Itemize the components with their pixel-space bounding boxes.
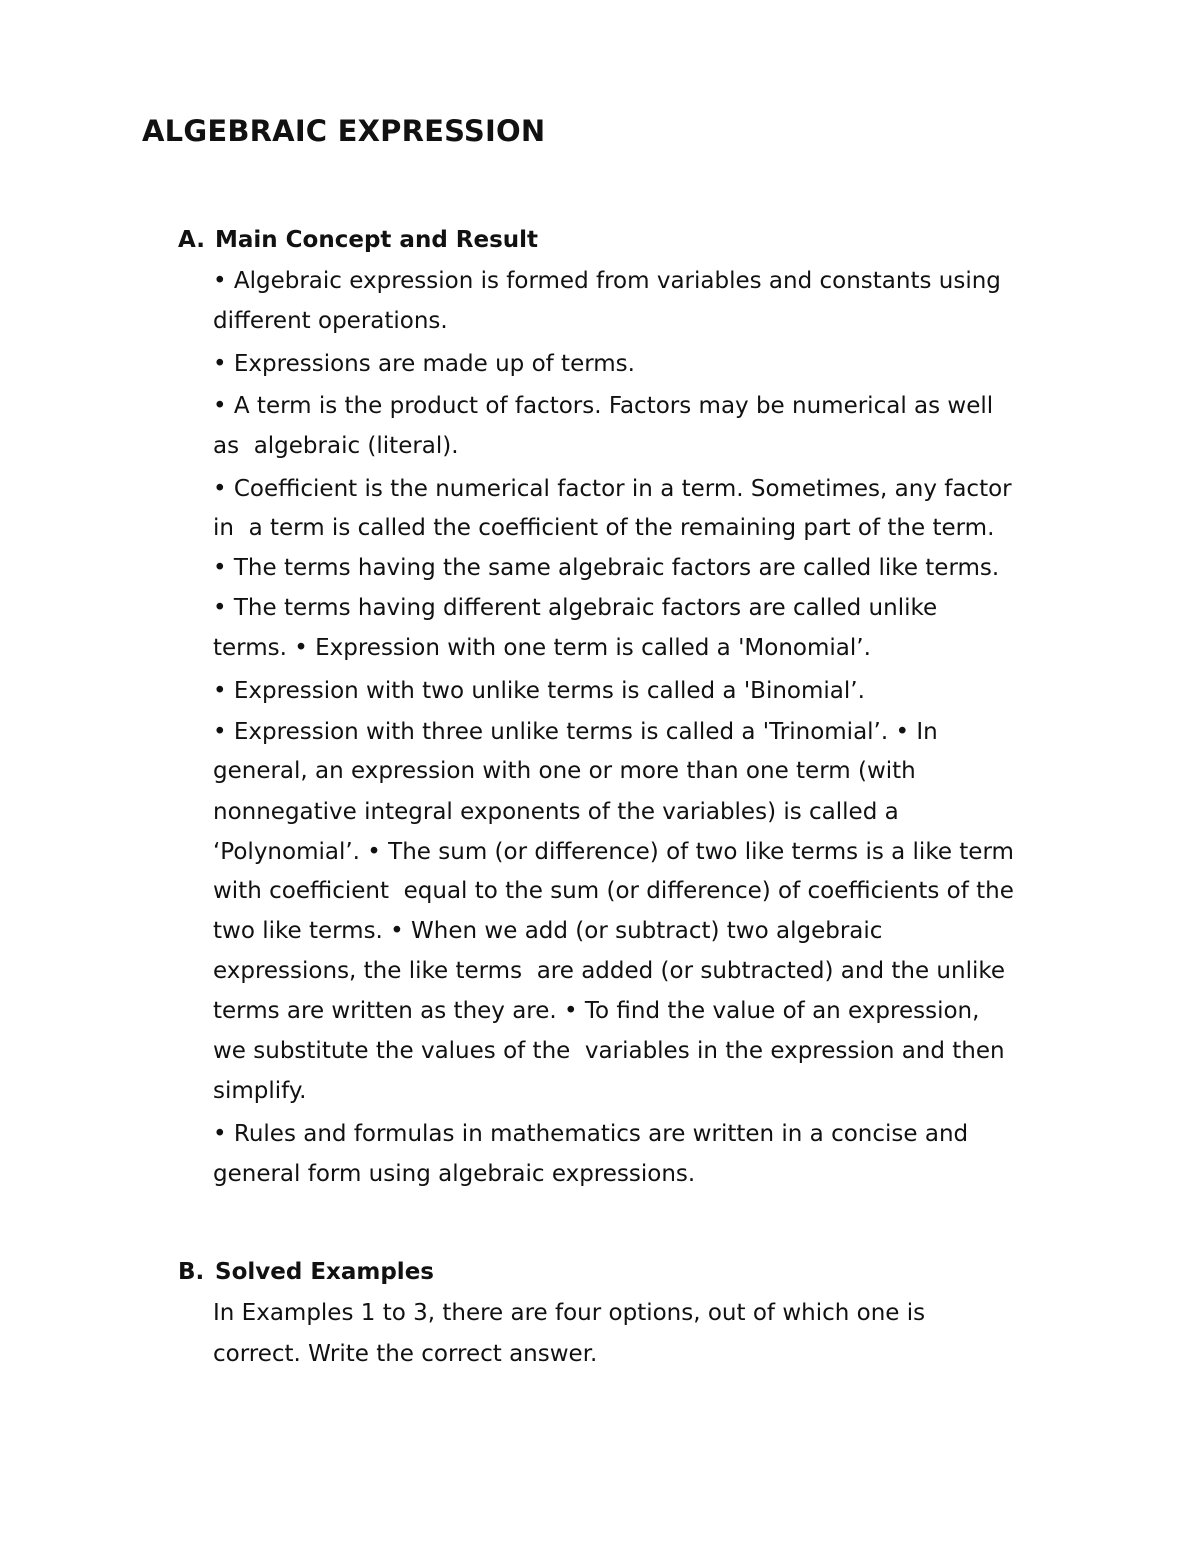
section-a-line: two like terms. • When we add (or subtract) two algebraic — [213, 918, 883, 944]
section-a-line: • The terms having the same algebraic factors are called like terms. — [213, 555, 1000, 581]
section-a-line: • Coefficient is the numerical factor in a term. Sometimes, any factor — [213, 476, 1012, 502]
section-a-line: • The terms having different algebraic factors are called unlike — [213, 595, 938, 621]
section-b-heading — [178, 1259, 434, 1285]
section-b-line: In Examples 1 to 3, there are four options, out of which one is — [213, 1300, 926, 1326]
section-a-line: in a term is called the coefficient of the remaining part of the term. — [213, 515, 995, 541]
section-a-line: with coefficient equal to the sum (or difference) of coefficients of the — [213, 878, 1014, 904]
section-a-line: expressions, the like terms are added (or subtracted) and the unlike — [213, 958, 1006, 984]
section-a-line: • Expressions are made up of terms. — [213, 351, 635, 377]
section-a-line: terms. • Expression with one term is called a 'Monomial’. — [213, 635, 871, 661]
section-b-title: Solved Examples — [215, 1259, 434, 1285]
section-a-line: simplify. — [213, 1078, 307, 1104]
document-title: ALGEBRAIC EXPRESSION — [142, 114, 546, 148]
section-b-line: correct. Write the correct answer. — [213, 1341, 598, 1367]
section-a-marker: A. — [178, 227, 205, 253]
section-a-line: nonnegative integral exponents of the variables) is called a — [213, 799, 899, 825]
section-a-line: as algebraic (literal). — [213, 433, 459, 459]
section-a-line: • Expression with two unlike terms is called a 'Binomial’. — [213, 678, 865, 704]
section-a-line: • Algebraic expression is formed from variables and constants using — [213, 268, 1001, 294]
section-a-line: we substitute the values of the variables in the expression and then — [213, 1038, 1005, 1064]
section-a-title: Main Concept and Result — [215, 227, 539, 253]
section-a-line: • Rules and formulas in mathematics are written in a concise and — [213, 1121, 969, 1147]
section-a-line: • Expression with three unlike terms is called a 'Trinomial’. • In — [213, 719, 938, 745]
section-a-heading — [178, 227, 538, 253]
section-a-line: general form using algebraic expressions. — [213, 1161, 696, 1187]
section-a-line: different operations. — [213, 308, 448, 334]
section-a-line: terms are written as they are. • To find the value of an expression, — [213, 998, 980, 1024]
section-a-line: • A term is the product of factors. Factors may be numerical as well — [213, 393, 994, 419]
section-a-line: ‘Polynomial’. • The sum (or difference) of two like terms is a like term — [213, 839, 1014, 865]
section-b-marker: B. — [178, 1259, 205, 1285]
section-a-line: general, an expression with one or more than one term (with — [213, 758, 916, 784]
